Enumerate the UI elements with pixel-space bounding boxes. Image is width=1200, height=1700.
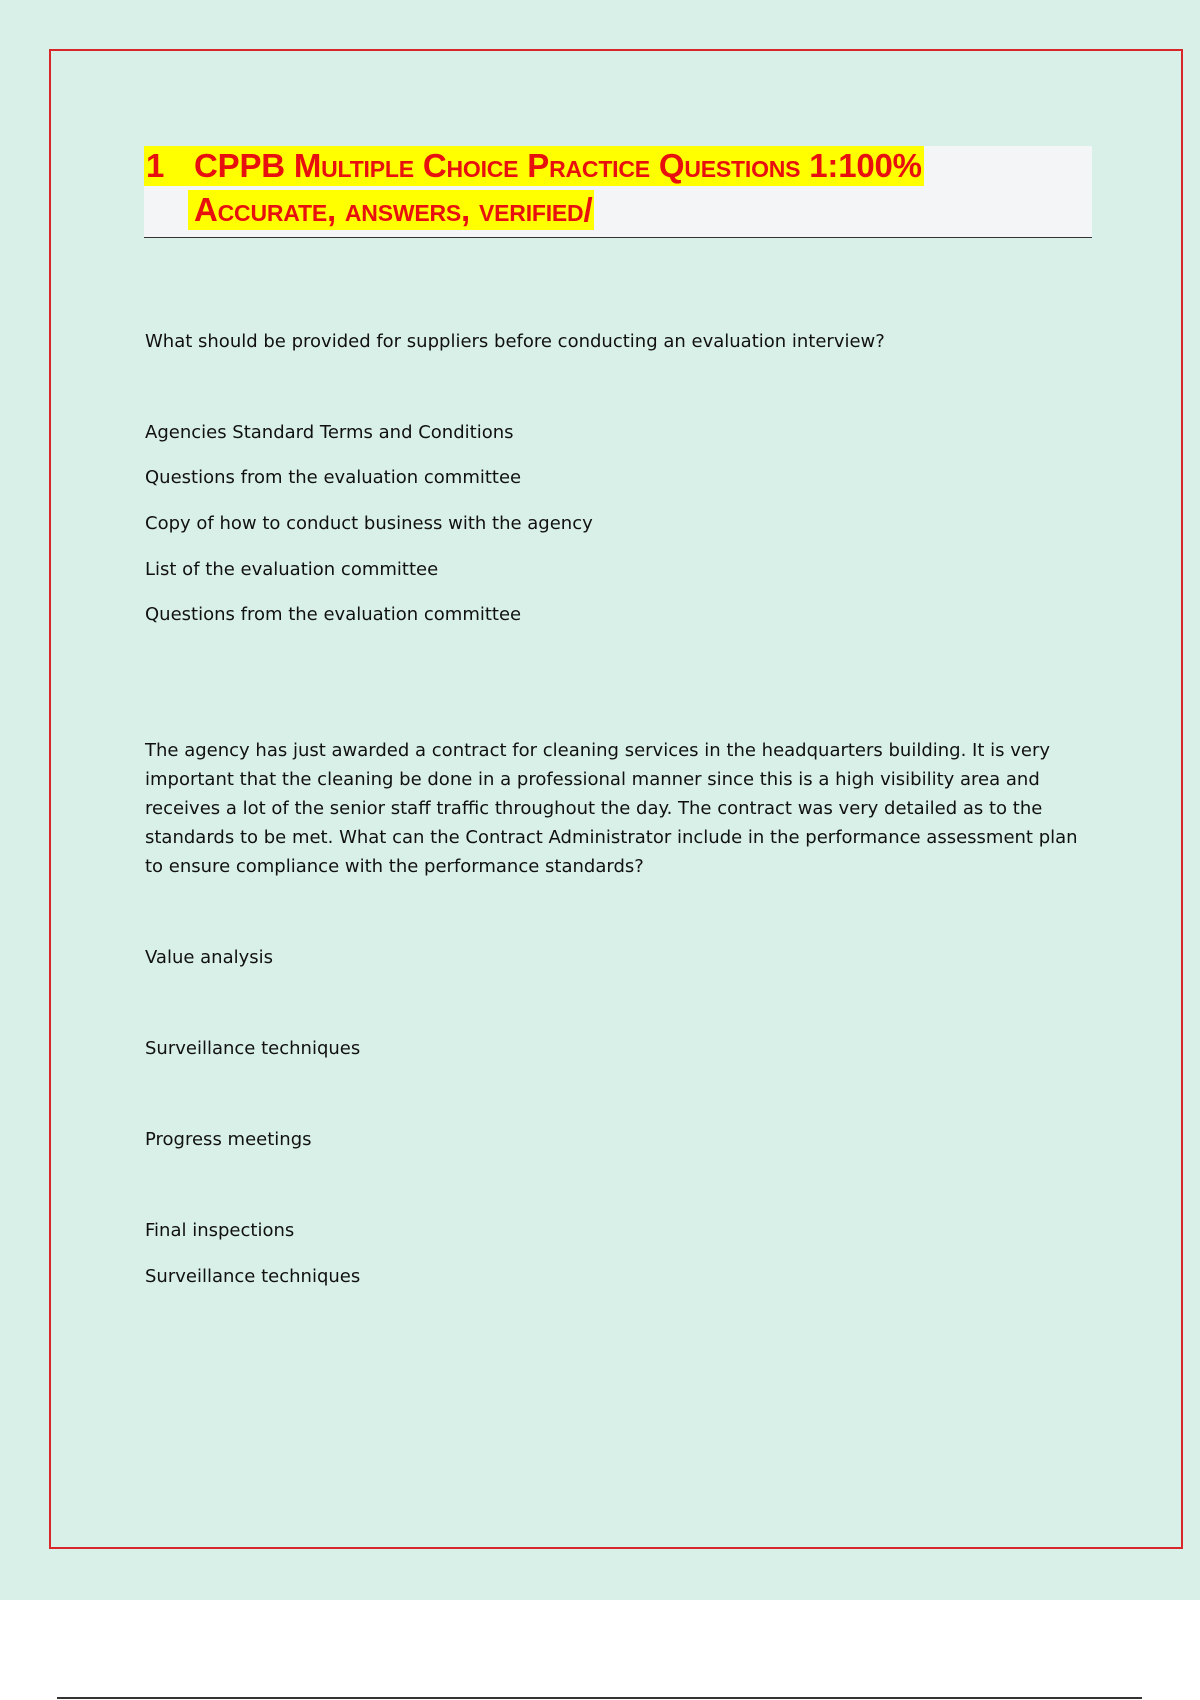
question-2-option: Final inspections bbox=[145, 1220, 295, 1241]
question-2-text: The agency has just awarded a contract for cleaning services in the headquarters building. It is very important that the cleaning be done in a professional manner since this is a high visibility area and receives a lot of the senior staff traffic throughout the day. The contract was very detailed as to the standards to be met. What can the Contract Administrator include in the performance assessment plan to ensure compliance with the performance standards? bbox=[145, 740, 1078, 877]
question-2-option: Progress meetings bbox=[145, 1129, 312, 1150]
document-heading bbox=[144, 146, 1092, 238]
heading-line-1: CPPB Multiple Choice Practice Questions 1:100% bbox=[188, 146, 924, 186]
footer-divider bbox=[57, 1697, 1142, 1699]
question-1-option: Agencies Standard Terms and Conditions bbox=[145, 422, 514, 443]
question-2-option: Value analysis bbox=[145, 947, 274, 968]
question-2-answer: Surveillance techniques bbox=[145, 1266, 361, 1287]
question-1-option: Questions from the evaluation committee bbox=[145, 467, 522, 488]
heading-number: 1 bbox=[144, 146, 188, 186]
question-1-text: What should be provided for suppliers before conducting an evaluation interview? bbox=[145, 331, 885, 352]
question-2-option: Surveillance techniques bbox=[145, 1038, 361, 1059]
question-1-option: List of the evaluation committee bbox=[145, 559, 439, 580]
question-1-option: Copy of how to conduct business with the agency bbox=[145, 513, 593, 534]
question-1-answer: Questions from the evaluation committee bbox=[145, 604, 522, 625]
heading-line-2: Accurate, answers, verified/ bbox=[188, 190, 594, 230]
